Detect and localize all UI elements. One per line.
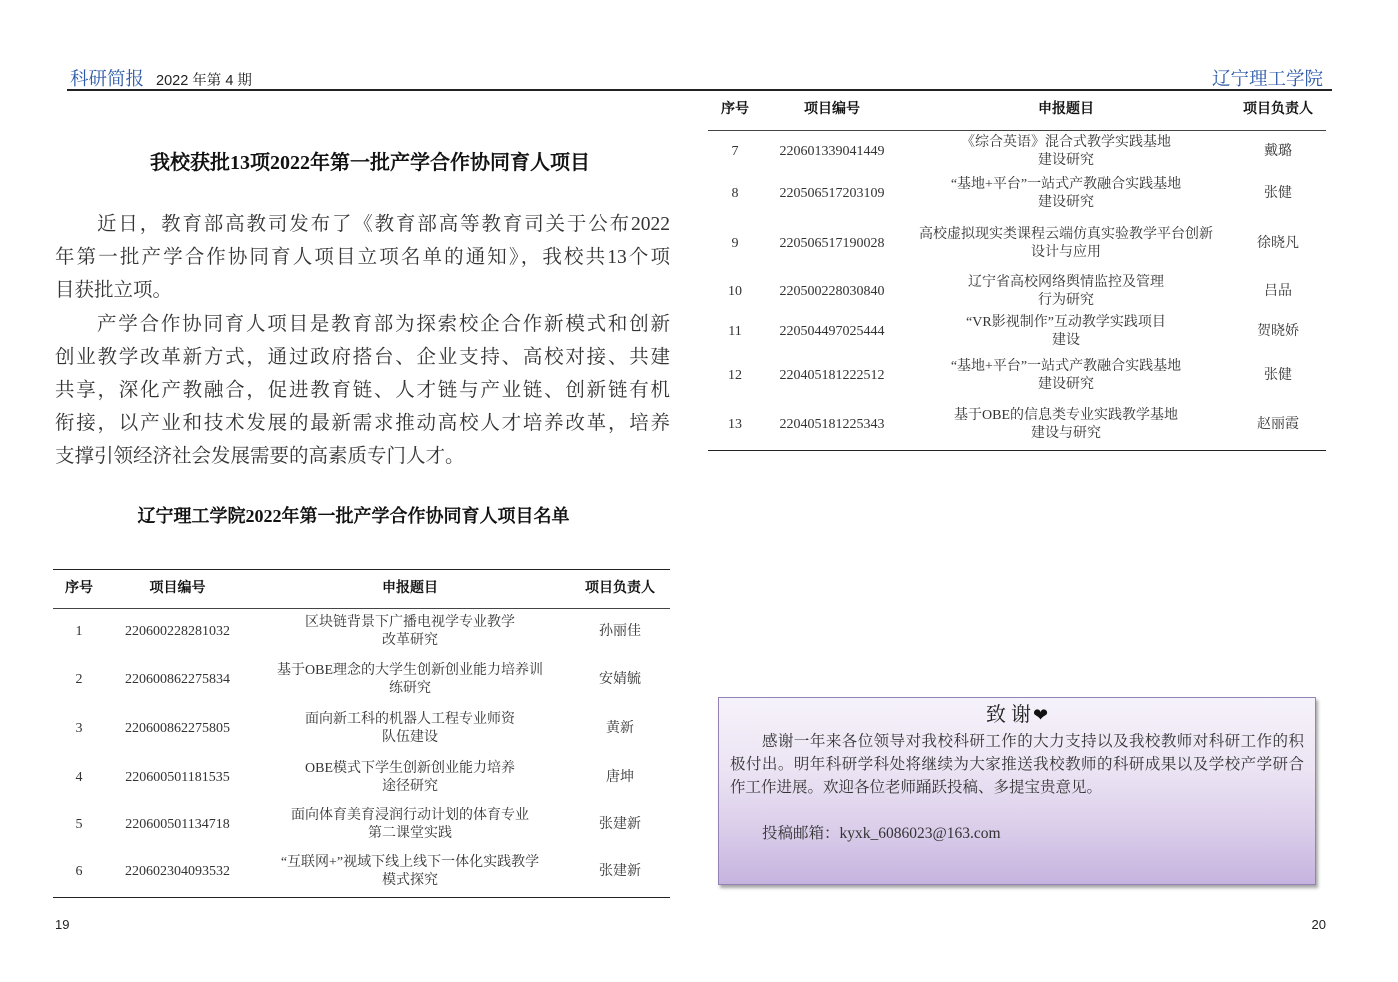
acknowledgement-panel (718, 697, 1316, 885)
table-header-row (708, 91, 1326, 132)
page-number-right: 20 (1311, 917, 1326, 932)
column-header: 序号 (65, 580, 93, 596)
project-leader-cell: 孙丽佳 (599, 623, 641, 639)
project-code-cell: 220405181225343 (779, 416, 885, 432)
table-row (53, 609, 670, 655)
project-code-cell: 220600501181535 (125, 769, 230, 785)
table-row (53, 803, 670, 847)
row-number-cell: 1 (75, 623, 83, 639)
project-code-cell: 220600228281032 (125, 623, 230, 639)
project-table-right (708, 91, 1326, 452)
project-title-cell: “基地+平台”一站式产教融合实践基地 建设研究 (950, 359, 1182, 392)
row-number-cell: 12 (728, 368, 742, 383)
project-code-cell: 220506517203109 (779, 186, 885, 201)
table-row (708, 131, 1326, 173)
project-leader-cell: 唐坤 (606, 769, 634, 785)
table-row (53, 753, 670, 803)
row-number-cell: 2 (75, 671, 83, 687)
text-line: 衔接，以产业和技术发展的最新需求推动高校人才培养改革，培养 (55, 413, 670, 434)
project-table-left (53, 569, 670, 898)
acknowledgement-heading (719, 702, 1315, 729)
row-number-cell: 9 (731, 236, 739, 251)
project-code-cell: 220500228030840 (779, 284, 885, 299)
publication-name: 科研简报 (70, 68, 145, 89)
project-code-cell: 220600501134718 (125, 816, 230, 832)
row-number-cell: 3 (75, 720, 83, 736)
column-header: 项目编号 (149, 580, 206, 596)
text-line: 感谢一年来各位领导对我校科研工作的大力支持以及我校教师对科研工作的积 (762, 733, 1304, 750)
project-leader-cell: 安婧毓 (599, 671, 641, 687)
table-row (708, 311, 1326, 353)
text-line: 支撑引领经济社会发展需要的高素质专门人才。 (55, 446, 465, 467)
email-label: 投稿邮箱： (762, 825, 840, 842)
row-number-cell: 11 (728, 324, 742, 339)
text-line: 作工作进展。欢迎各位老师踊跃投稿、多提宝贵意见。 (730, 779, 1103, 796)
project-leader-cell: 张建新 (599, 863, 641, 879)
row-number-cell: 13 (728, 416, 742, 432)
table-row (708, 353, 1326, 399)
column-header: 申报题目 (382, 580, 438, 596)
table-row (53, 847, 670, 897)
table-row (708, 399, 1326, 450)
text-line: 共享，深化产教融合，促进教育链、人才链与产业链、创新链有机 (55, 380, 670, 401)
project-leader-cell: 张健 (1264, 368, 1292, 383)
project-code-cell: 220602304093532 (125, 863, 230, 879)
project-leader-cell: 赵丽霞 (1257, 416, 1299, 432)
project-title-cell: “互联网+”视域下线上线下一体化实践教学 模式探究 (280, 854, 540, 888)
article-body (55, 208, 670, 473)
column-header: 项目负责人 (585, 580, 655, 596)
table-row (53, 655, 670, 705)
table-row (708, 273, 1326, 311)
email-address: kyxk_6086023@163.com (839, 825, 1001, 842)
project-title-cell: “VR影视制作”互动教学实践项目 建设 (966, 315, 1166, 348)
table-row (53, 705, 670, 753)
table-title: 辽宁理工学院2022年第一批产学合作协同育人项目名单 (137, 506, 570, 526)
project-code-cell: 220506517190028 (779, 236, 885, 251)
article-title: 我校获批13项2022年第一批产学合作协同育人项目 (150, 152, 590, 174)
table-row (708, 215, 1326, 273)
column-header: 申报题目 (1038, 102, 1094, 118)
paragraph (55, 208, 670, 307)
project-leader-cell: 黄新 (606, 720, 634, 736)
project-title-cell: 基于OBE理念的大学生创新创业能力培养训 练研究 (277, 662, 543, 696)
acknowledgement-text (730, 730, 1304, 799)
text-line: 目获批立项。 (55, 280, 173, 301)
text-line: 极付出。明年科研学科处将继续为大家推送我校教师的科研成果以及学校产学研合 (730, 756, 1304, 773)
text-line: 产学合作协同育人项目是教育部为探索校企合作新模式和创新 (97, 314, 670, 335)
project-leader-cell: 张建新 (599, 816, 641, 832)
project-title-cell: 面向体育美育浸润行动计划的体育专业 第二课堂实践 (291, 807, 529, 841)
project-title-cell: OBE模式下学生创新创业能力培养 途径研究 (305, 760, 515, 794)
project-title-cell: 辽宁省高校网络舆情监控及管理 行为研究 (968, 275, 1164, 308)
column-header: 序号 (721, 102, 749, 118)
project-leader-cell: 戴璐 (1264, 144, 1292, 159)
column-header: 项目编号 (804, 102, 860, 118)
column-header: 项目负责人 (1243, 102, 1313, 118)
row-number-cell: 10 (728, 284, 742, 299)
project-code-cell: 220405181222512 (779, 368, 885, 383)
project-title-cell: 面向新工科的机器人工程专业师资 队伍建设 (305, 711, 515, 745)
paragraph (55, 308, 670, 473)
project-code-cell: 220600862275805 (125, 720, 230, 736)
project-title-cell: 基于OBE的信息类专业实践教学基地 建设与研究 (954, 407, 1178, 441)
text-line: 创业教学改革新方式，通过政府搭台、企业支持、高校对接、共建 (55, 347, 670, 368)
issue-number: 2022 年第 4 期 (156, 73, 252, 89)
row-number-cell: 6 (75, 863, 83, 879)
project-title-cell: 区块链背景下广播电视学专业教学 改革研究 (305, 614, 515, 648)
heart-icon (1031, 704, 1048, 726)
text-line: 近日，教育部高教司发布了《教育部高等教育司关于公布2022 (97, 214, 670, 235)
page-number-left: 19 (55, 917, 70, 932)
row-number-cell: 8 (731, 186, 739, 201)
row-number-cell: 5 (75, 816, 83, 832)
institution-name: 辽宁理工学院 (1211, 68, 1323, 89)
project-title-cell: 高校虚拟现实类课程云端仿真实验教学平台创新 设计与应用 (919, 227, 1213, 260)
project-leader-cell: 吕品 (1264, 284, 1292, 299)
row-number-cell: 7 (731, 144, 739, 159)
project-title-cell: “基地+平台”一站式产教融合实践基地 建设研究 (950, 177, 1182, 210)
project-title-cell: 《综合英语》混合式教学实践基地 建设研究 (961, 135, 1171, 168)
project-leader-cell: 徐晓凡 (1257, 236, 1299, 251)
acknowledgement-title: 致 谢 (985, 704, 1031, 726)
project-leader-cell: 张健 (1264, 186, 1292, 201)
project-code-cell: 220601339041449 (779, 144, 885, 159)
project-leader-cell: 贺晓娇 (1257, 324, 1299, 339)
table-row (708, 173, 1326, 215)
submission-email (762, 822, 1001, 845)
table-header-row (53, 570, 670, 609)
row-number-cell: 4 (75, 769, 83, 785)
project-code-cell: 220504497025444 (779, 324, 885, 339)
project-code-cell: 220600862275834 (125, 671, 230, 687)
newsletter-masthead (70, 65, 252, 91)
text-line: 年第一批产学合作协同育人项目立项名单的通知》，我校共13个项 (55, 247, 670, 268)
